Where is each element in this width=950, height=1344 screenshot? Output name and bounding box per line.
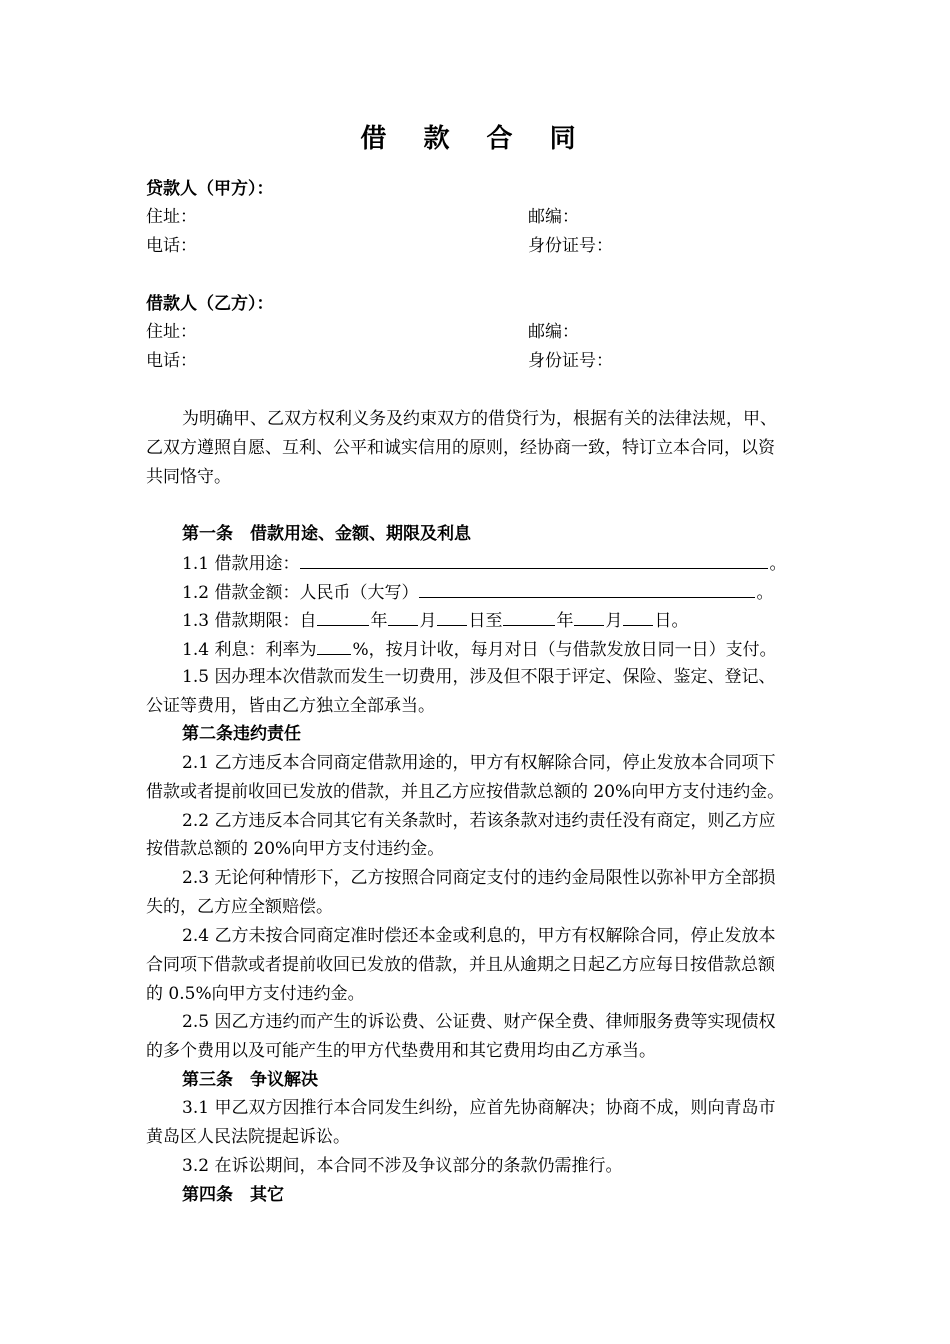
item3-a: 1.3 借款期限：自: [182, 611, 317, 631]
borrower-address-label: 住址：: [146, 322, 197, 342]
article2-item2-line2: 按借款总额的 20%向甲方支付违约金。: [146, 839, 445, 859]
start-day-blank[interactable]: [437, 608, 467, 626]
article2-item4-line1: 2.4 乙方未按合同商定准时偿还本金或利息的，甲方有权解除合同，停止发放本: [182, 926, 776, 946]
item2-end: 。: [756, 583, 774, 603]
article3-heading: 第三条 争议解决: [182, 1070, 318, 1090]
start-month-blank[interactable]: [388, 608, 418, 626]
article2-item3-line1: 2.3 无论何种情形下，乙方按照合同商定支付的违约金局限性以弥补甲方全部损: [182, 868, 776, 888]
item4-b: %，按月计收，每月对日（与借款发放日同一日）支付。: [352, 640, 777, 660]
item2-label: 1.2 借款金额：人民币（大写）: [182, 583, 419, 603]
article2-item5-line1: 2.5 因乙方违约而产生的诉讼费、公证费、财产保全费、律师服务费等实现债权: [182, 1012, 776, 1032]
preamble-line-2: 乙双方遵照自愿、互利、公平和诚实信用的原则，经协商一致，特订立本合同，以资: [146, 438, 775, 458]
borrower-id-label: 身份证号：: [528, 351, 613, 371]
article3-item2: 3.2 在诉讼期间，本合同不涉及争议部分的条款仍需推行。: [182, 1156, 623, 1176]
article1-item2: [182, 580, 773, 604]
article2-item2-line1: 2.2 乙方违反本合同其它有关条款时，若该条款对违约责任没有商定，则乙方应: [182, 811, 776, 831]
article2-item1-line2: 借款或者提前收回已发放的借款，并且乙方应按借款总额的 20%向甲方支付违约金。: [146, 782, 785, 802]
article2-heading: 第二条违约责任: [182, 724, 301, 744]
item3-d: 日至: [468, 611, 503, 631]
article2-item1-line1: 2.1 乙方违反本合同商定借款用途的，甲方有权解除合同，停止发放本合同项下: [182, 753, 776, 773]
purpose-blank[interactable]: [300, 551, 768, 569]
article1-item1: [182, 551, 786, 575]
article2-item4-line2: 合同项下借款或者提前收回已发放的借款，并且从逾期之日起乙方应每日按借款总额: [146, 955, 775, 975]
lender-address-label: 住址：: [146, 207, 197, 227]
item4-a: 1.4 利息：利率为: [182, 640, 317, 660]
article3-item1-line1: 3.1 甲乙双方因推行本合同发生纠纷，应首先协商解决；协商不成，则向青岛市: [182, 1098, 776, 1118]
lender-heading: 贷款人（甲方）：: [146, 179, 274, 199]
borrower-postcode-label: 邮编：: [528, 322, 579, 342]
article1-heading: 第一条 借款用途、金额、期限及利息: [182, 524, 471, 544]
end-month-blank[interactable]: [574, 608, 604, 626]
article3-item1-line2: 黄岛区人民法院提起诉讼。: [146, 1127, 350, 1147]
preamble-line-1: 为明确甲、乙双方权利义务及约束双方的借贷行为，根据有关的法律法规，甲、: [182, 409, 777, 429]
article1-item3: [182, 608, 688, 632]
item3-c: 月: [419, 611, 437, 631]
end-year-blank[interactable]: [503, 608, 555, 626]
item1-label: 1.1 借款用途：: [182, 554, 300, 574]
item3-f: 月: [605, 611, 623, 631]
article2-item4-line3: 的 0.5%向甲方支付违约金。: [146, 984, 365, 1004]
borrower-heading: 借款人（乙方）：: [146, 294, 274, 314]
borrower-phone-label: 电话：: [146, 351, 197, 371]
article1-item5-line1: 1.5 因办理本次借款而发生一切费用，涉及但不限于评定、保险、鉴定、登记、: [182, 667, 776, 687]
interest-rate-blank[interactable]: [317, 637, 351, 655]
document-title: 借 款 合 同: [360, 124, 590, 154]
article1-item5-line2: 公证等费用，皆由乙方独立全部承当。: [146, 696, 435, 716]
lender-id-label: 身份证号：: [528, 236, 613, 256]
article2-item3-line2: 失的，乙方应全额赔偿。: [146, 897, 333, 917]
lender-phone-label: 电话：: [146, 236, 197, 256]
article1-item4: [182, 637, 777, 661]
article4-heading: 第四条 其它: [182, 1185, 284, 1205]
amount-blank[interactable]: [419, 580, 755, 598]
item3-e: 年: [556, 611, 574, 631]
end-day-blank[interactable]: [623, 608, 653, 626]
item1-end: 。: [769, 554, 787, 574]
article2-item5-line2: 的多个费用以及可能产生的甲方代垫费用和其它费用均由乙方承当。: [146, 1041, 656, 1061]
preamble-line-3: 共同恪守。: [146, 467, 231, 487]
start-year-blank[interactable]: [317, 608, 369, 626]
lender-postcode-label: 邮编：: [528, 207, 579, 227]
item3-g: 日。: [654, 611, 689, 631]
item3-b: 年: [370, 611, 388, 631]
